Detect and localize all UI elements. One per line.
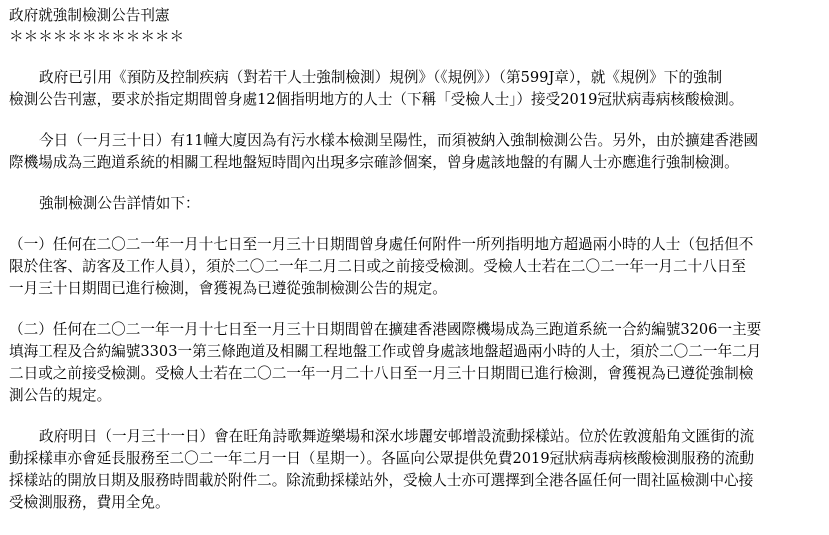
paragraph-line: 強制檢測公告詳情如下：: [39, 195, 200, 212]
paragraph-line: 限於住客、訪客及工作人員），須於二〇二一年二月二日或之前接受檢測。受檢人士若在二〇二一年一月二十八日至: [9, 258, 746, 275]
paragraph-line: 政府已引用《預防及控制疾病（對若干人士強制檢測）規例》（《規例》）（第599J章），就《規例》下的強制: [39, 69, 723, 86]
paragraph-line: 檢測公告刊憲，要求於指定期間曾身處12個指明地方的人士（下稱「受檢人士」）接受2019冠狀病毒病核酸檢測。: [9, 91, 744, 108]
paragraph-2: [9, 130, 821, 174]
paragraph-line: 二日或之前接受檢測。受檢人士若在二〇二一年一月二十八日至一月三十日期間已進行檢測，會獲視為已遵從強制檢: [9, 365, 754, 382]
page-title: 政府就強制檢測公告刊憲: [9, 7, 170, 24]
paragraph-line: 政府明日（一月三十一日）會在旺角詩歌舞遊樂場和深水埗麗安邨增設流動採樣站。位於佐敦渡船角文匯街的流: [39, 428, 755, 445]
spacer: [9, 174, 821, 193]
paragraph-line: 受檢測服務，費用全免。: [9, 494, 170, 511]
paragraph-line: 採樣站的開放日期及服務時間載於附件二。除流動採樣站外，受檢人士亦可選擇到全港各區任何一間社區檢測中心接: [9, 472, 754, 489]
paragraph-line: （一）任何在二〇二一年一月十七日至一月三十日期間曾身處任何附件一所列指明地方超過兩小時的人士（包括但不: [9, 236, 754, 253]
paragraph-line: （二）任何在二〇二一年一月十七日至一月三十日期間曾在擴建香港國際機場成為三跑道系統一合約編號3206一主要: [9, 321, 762, 338]
press-release: [9, 6, 821, 514]
paragraph-6: [9, 426, 821, 514]
separator-stars: ＊＊＊＊＊＊＊＊＊＊＊＊: [9, 28, 185, 45]
spacer: [9, 407, 821, 426]
paragraph-line: 一月三十日期間已進行檢測，會獲視為已遵從強制檢測公告的規定。: [9, 280, 447, 297]
paragraph-line: 動採樣車亦會延長服務至二〇二一年二月一日（星期一）。各區向公眾提供免費2019冠狀病毒病核酸檢測服務的流動: [9, 450, 754, 467]
paragraph-4: [9, 234, 821, 300]
paragraph-3: [9, 193, 821, 215]
spacer: [9, 111, 821, 130]
paragraph-1: [9, 67, 821, 111]
paragraph-5: [9, 319, 821, 407]
spacer: [9, 48, 821, 67]
spacer: [9, 300, 821, 319]
spacer: [9, 215, 821, 234]
paragraph-line: 填海工程及合約編號3303一第三條跑道及相關工程地盤工作或曾身處該地盤超過兩小時的人士，須於二〇二一年二月: [9, 343, 762, 360]
paragraph-line: 測公告的規定。: [9, 387, 112, 404]
paragraph-line: 今日（一月三十日）有11幢大廈因為有污水樣本檢測呈陽性，而須被納入強制檢測公告。另外，由於擴建香港國: [39, 132, 759, 149]
paragraph-line: 際機場成為三跑道系統的相關工程地盤短時間內出現多宗確診個案，曾身處該地盤的有關人士亦應進行強制檢測。: [9, 154, 739, 171]
